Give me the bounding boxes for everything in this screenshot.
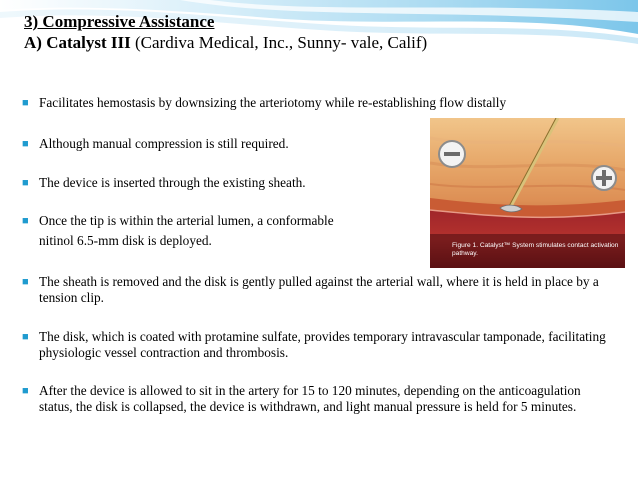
bullet-text: The sheath is removed and the disk is gently pulled against the arterial wall, where it is held in place by a tension clip. [39, 274, 599, 305]
device-heading [24, 32, 614, 54]
bullet-item [22, 136, 392, 152]
section-heading: 3) Compressive Assistance [24, 12, 215, 31]
device-manufacturer: (Cardiva Medical, Inc., Sunny- vale, Calif) [130, 33, 428, 52]
bullet-text: Once the tip is within the arterial lumen, a conformable [39, 213, 334, 228]
bullet-text: Although manual compression is still required. [39, 136, 289, 151]
slide-title [24, 12, 614, 54]
bullet-item [22, 213, 392, 249]
bullet-item [22, 274, 616, 306]
bullet-item [22, 95, 616, 111]
device-name: A) Catalyst III [24, 33, 131, 52]
bullet-marker-icon: ■ [22, 138, 29, 150]
bullet-text: The disk, which is coated with protamine sulfate, provides temporary intravascular tamponade, facilitating physiologic vessel contraction and thrombosis. [39, 329, 606, 360]
bullet-text-continuation: nitinol 6.5-mm disk is deployed. [39, 233, 212, 248]
bullet-marker-icon: ■ [22, 331, 29, 343]
figure-caption: Figure 1. Catalyst™ System stimulates contact activation pathway. [452, 242, 619, 257]
bullet-item [22, 329, 616, 361]
bullet-text: Facilitates hemostasis by downsizing the arteriotomy while re-establishing flow distally [39, 95, 507, 110]
bullet-marker-icon: ■ [22, 385, 29, 397]
bullet-text: After the device is allowed to sit in the artery for 15 to 120 minutes, depending on the anticoagulation status, the disk is collapsed, the device is withdrawn, and light manual pressure is held for 5 minutes. [39, 383, 581, 414]
bullet-text: The device is inserted through the existing sheath. [39, 175, 306, 190]
bullet-marker-icon: ■ [22, 177, 29, 189]
bullet-marker-icon: ■ [22, 215, 29, 227]
bullet-item [22, 175, 392, 191]
catalyst-figure [430, 118, 625, 268]
bullet-marker-icon: ■ [22, 97, 29, 109]
bullet-marker-icon: ■ [22, 276, 29, 288]
bullet-item [22, 383, 616, 415]
